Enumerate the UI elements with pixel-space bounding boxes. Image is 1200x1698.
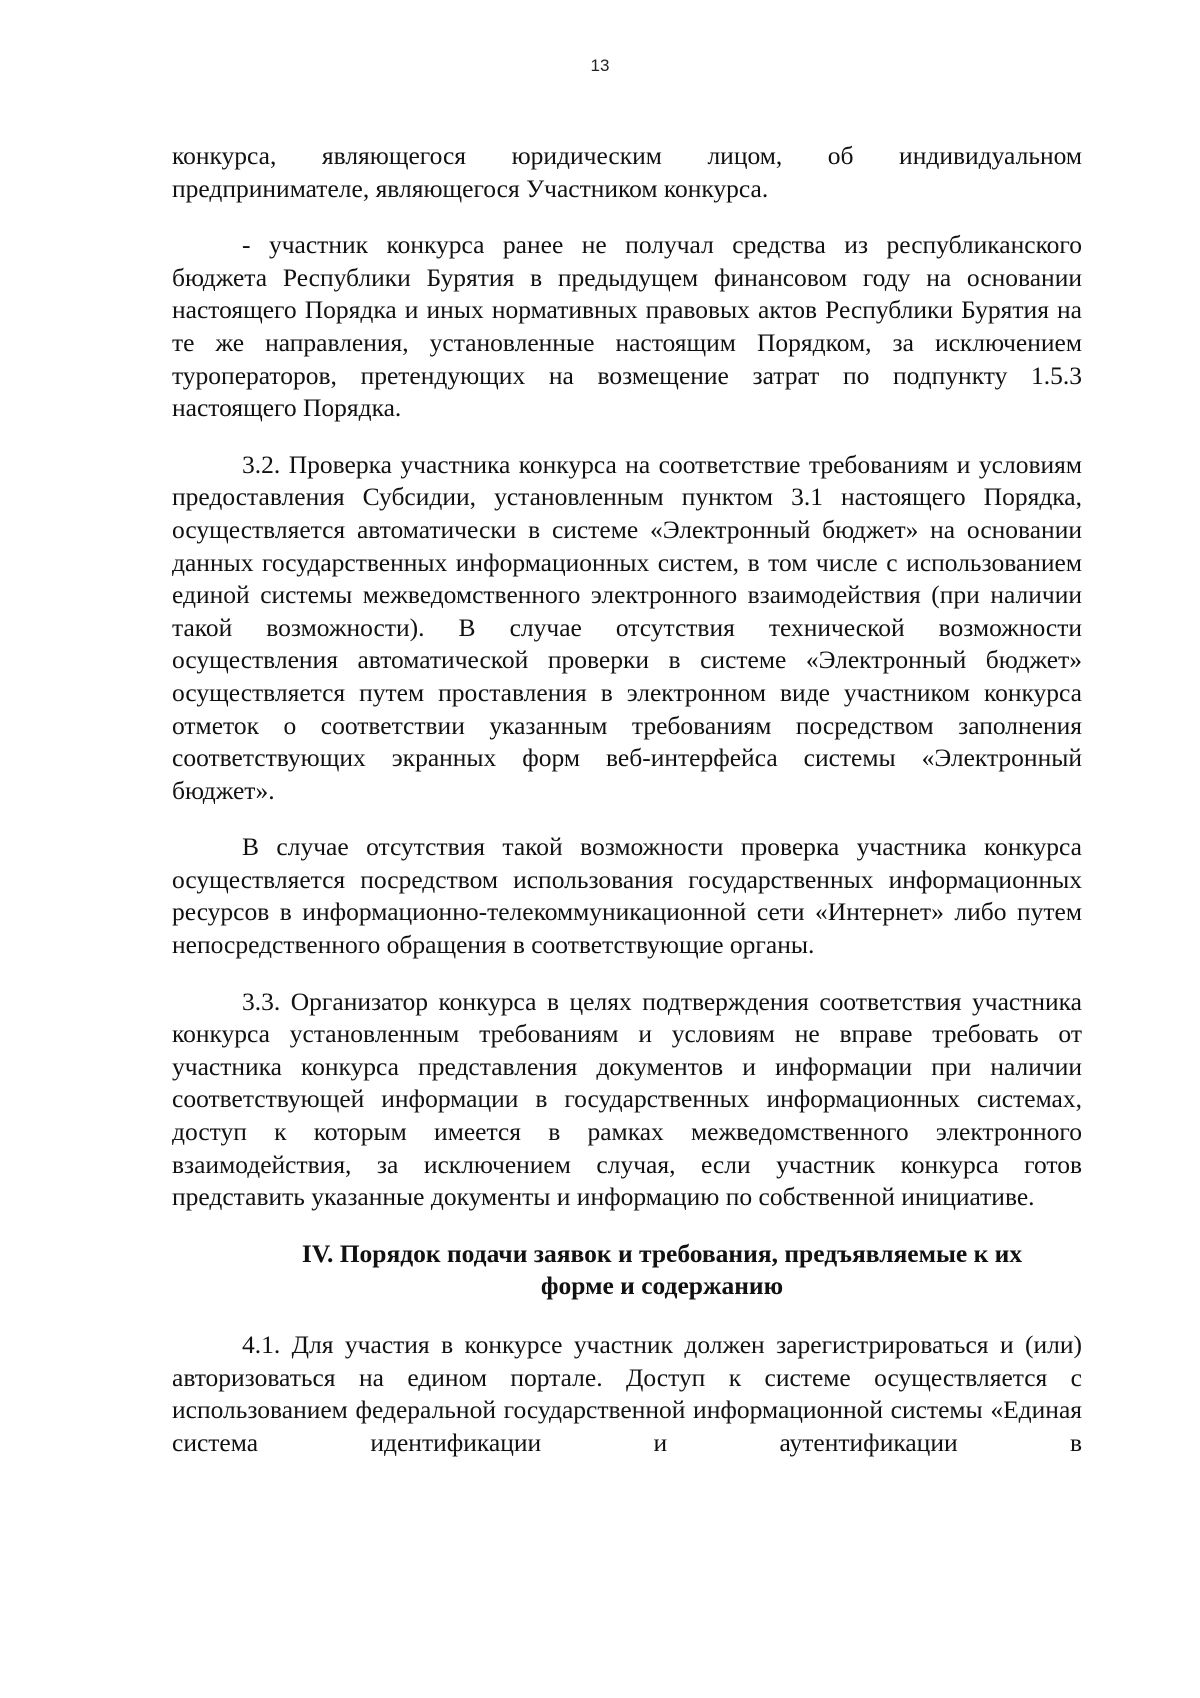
- page-number: 13: [590, 56, 610, 75]
- paragraph-condition-no-prior-funds: - участник конкурса ранее не получал средства из республиканского бюджета Республики Бурятия в предыдущем финансовом году на основании настоящего Порядка и иных нормативных правовых актов Республики Бурятия на те же направления, установленные настоящим Порядком, за исключением туроператоров, претендующих на возмещение затрат по подпункту 1.5.3 настоящего Порядка.: [172, 230, 1082, 423]
- section-heading-line-1: IV. Порядок подачи заявок и требования, предъявляемые к их: [301, 1238, 1023, 1268]
- section-heading-line-2: форме и содержанию: [540, 1271, 784, 1301]
- section-heading: [172, 1238, 1082, 1303]
- paragraph-continuation: конкурса, являющегося юридическим лицом, об индивидуальном предпринимателе, являющегося Участником конкурса.: [172, 141, 1082, 203]
- paragraph-3-2: 3.2. Проверка участника конкурса на соответствие требованиям и условиям предоставления Субсидии, установленным пунктом 3.1 настоящего Порядка, осуществляется автоматически в системе «Электронный бюджет» на основании данных государственных информационных систем, в том числе с использованием единой системы межведомственного электронного взаимодействия (при наличии такой возможности). В случае отсутствия технической возможности осуществления автоматической проверки в системе «Электронный бюджет» осуществляется путем проставления в электронном виде участником конкурса отметок о соответствии указанным требованиям посредством заполнения соответствующих экранных форм веб-интерфейса системы «Электронный бюджет».: [172, 449, 1082, 805]
- paragraph-4-1: 4.1. Для участия в конкурсе участник должен зарегистрироваться и (или) авторизоваться на едином портале. Доступ к системе осуществляется с использованием федеральной государственной информационной системы «Единая система идентификации и аутентификации в: [172, 1330, 1082, 1457]
- paragraph-no-technical-possibility: В случае отсутствия такой возможности проверка участника конкурса осуществляется посредством использования государственных информационных ресурсов в информационно-телекоммуникационной сети «Интернет» либо путем непосредственного обращения в соответствующие органы.: [172, 832, 1082, 960]
- paragraph-3-3: 3.3. Организатор конкурса в целях подтверждения соответствия участника конкурса установленным требованиям и условиям не вправе требовать от участника конкурса представления документов и информации при наличии соответствующей информации в государственных информационных системах, доступ к которым имеется в рамках межведомственного электронного взаимодействия, за исключением случая, если участник конкурса готов представить указанные документы и информацию по собственной инициативе.: [172, 986, 1082, 1212]
- document-body: [172, 140, 1082, 1483]
